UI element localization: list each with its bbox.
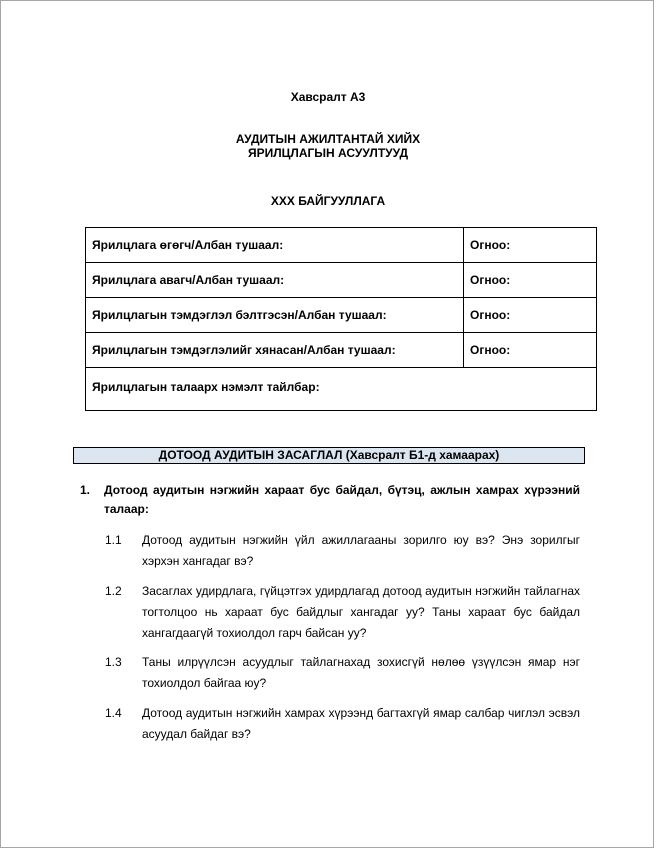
sub-question: [105, 652, 580, 694]
sub-question-text: Дотоод аудитын нэгжийн хамрах хүрээнд багтахгүй ямар салбар чиглэл эсвэл асуудал байдаг вэ?: [142, 706, 580, 741]
sub-question-number: 1.1: [105, 533, 122, 547]
interview-info-table: [85, 227, 597, 411]
note-reviewer-label: Ярилцлагын тэмдэглэлийг хянасан/Албан тушаал:: [86, 333, 464, 367]
interviewee-label: Ярилцлага өгөгч/Албан тушаал:: [86, 228, 464, 262]
note-preparer-label: Ярилцлагын тэмдэглэл бэлтгэсэн/Албан тушаал:: [86, 298, 464, 332]
main-question-number: 1.: [80, 483, 91, 497]
info-row-interviewer: [86, 263, 596, 298]
sub-question-text: Дотоод аудитын нэгжийн үйл ажиллагааны зорилго юу вэ? Энэ зорилгыг хэрхэн хангадаг вэ?: [142, 533, 580, 568]
additional-notes-label: Ярилцлагын талаарх нэмэлт тайлбар:: [92, 380, 320, 394]
organization-name: ХХХ БАЙГУУЛЛАГА: [270, 194, 386, 208]
note-preparer-date-label: Огноо:: [470, 308, 511, 322]
info-row-interviewee: [86, 228, 596, 263]
interviewer-label: Ярилцлага авагч/Албан тушаал:: [86, 263, 464, 297]
section-banner: ДОТООД АУДИТЫН ЗАСАГЛАЛ (Хавсралт Б1-д хамаарах): [73, 447, 585, 464]
sub-question: [105, 530, 580, 572]
info-row-note-preparer: [86, 298, 596, 333]
appendix-label: Хавсралт А3: [290, 90, 366, 104]
interviewer-date-label: Огноо:: [470, 273, 511, 287]
document-title-line-2: ЯРИЛЦЛАГЫН АСУУЛТУУД: [247, 146, 409, 160]
note-reviewer-date-label: Огноо:: [470, 343, 511, 357]
info-row-note-reviewer: [86, 333, 596, 368]
main-question: [80, 481, 580, 519]
sub-question-text: Таны илрүүлсэн асуудлыг тайлагнахад зохисгүй нөлөө үзүүлсэн ямар нэг тохиолдол байгаа юу?: [142, 655, 580, 690]
document-title-line-1: АУДИТЫН АЖИЛТАНТАЙ ХИЙХ: [235, 132, 421, 146]
sub-question: [105, 703, 580, 745]
additional-notes-row: [86, 368, 596, 410]
sub-question-number: 1.2: [105, 584, 122, 598]
sub-question-number: 1.4: [105, 706, 122, 720]
interviewee-date-label: Огноо:: [470, 238, 511, 252]
sub-question: [105, 581, 580, 644]
main-question-text: Дотоод аудитын нэгжийн хараат бус байдал, бүтэц, ажлын хамрах хүрээний талаар:: [104, 483, 580, 516]
sub-question-text: Засаглах удирдлага, гүйцэтгэх удирдлагад дотоод аудитын нэгжийн тайлагнах тогтолцоо нь хараат бус байдлыг хангадаг уу? Таны хараат бус байдал хангагдаагүй тохиолдол гарч байсан уу?: [142, 584, 580, 640]
sub-question-number: 1.3: [105, 655, 122, 669]
